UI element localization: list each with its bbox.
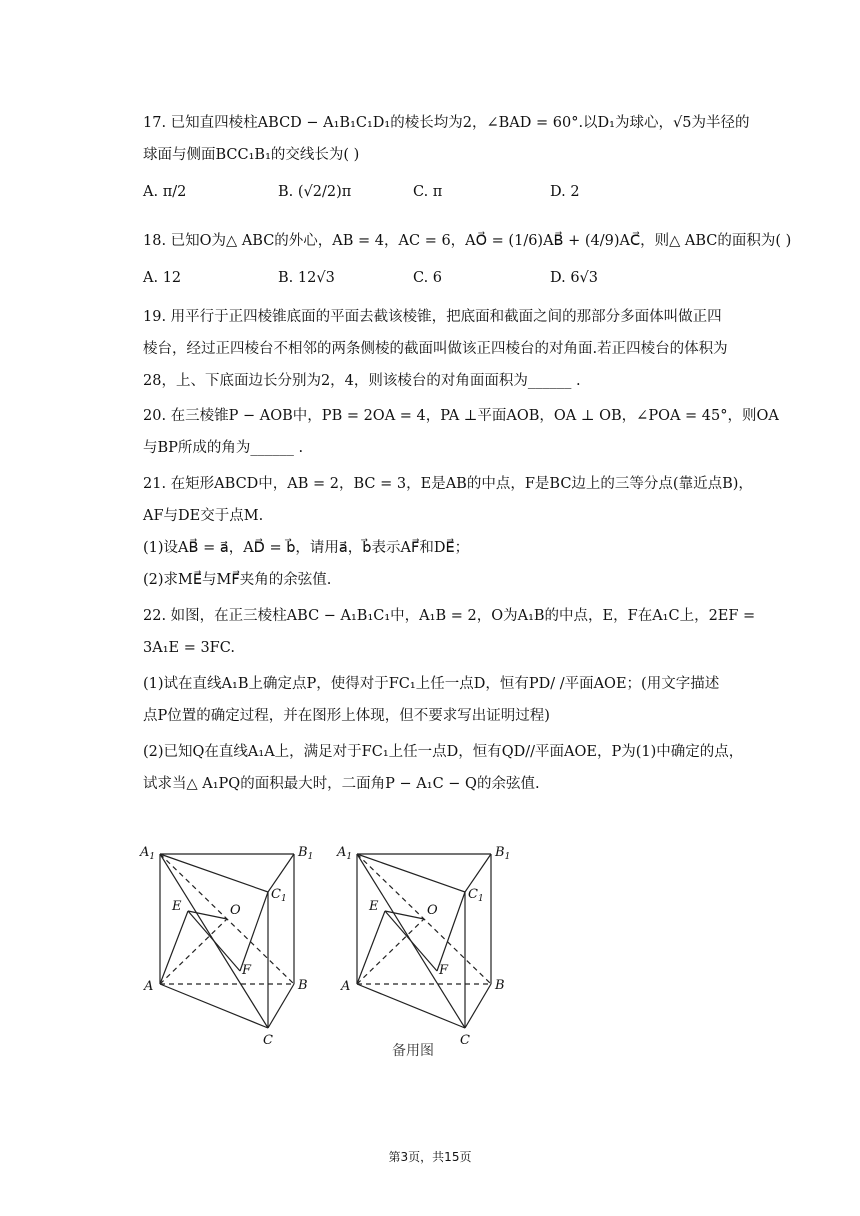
q17-line1: 17. 已知直四棱柱ABCD − A₁B₁C₁D₁的棱长均为2，∠BAD = 60°.以D₁为球心，√5为半径的 — [143, 115, 750, 131]
label-a-left: A — [144, 979, 154, 994]
q22-line1: 22. 如图，在正三棱柱ABC − A₁B₁C₁中，A₁B = 2，O为A₁B的中点，E，F在A₁C上，2EF = — [143, 608, 756, 624]
label-e-right: E — [369, 899, 379, 914]
q18-option-d: D. 6√3 — [550, 270, 599, 286]
label-c-left: C — [263, 1033, 273, 1048]
label-e-left: E — [172, 899, 182, 914]
q22-line5: (2)已知Q在直线A₁A上，满足对于FC₁上任一点D，恒有QD//平面AOE，P为(1)中确定的点， — [143, 744, 744, 760]
q17-option-a: A. π/2 — [143, 184, 187, 200]
q22-line2: 3A₁E = 3FC. — [143, 640, 235, 656]
label-c1-right: $C_1$ — [468, 887, 484, 904]
q18-line1: 18. 已知O为△ ABC的外心，AB = 4，AC = 6，AO⃗ = (1/6)AB⃗ + (4/9)AC⃗，则△ ABC的面积为( ) — [143, 233, 792, 249]
label-c-right: C — [460, 1033, 470, 1048]
q17-option-c: C. π — [413, 184, 443, 200]
q21-line1: 21. 在矩形ABCD中，AB = 2，BC = 3，E是AB的中点，F是BC边上的三等分点(靠近点B)， — [143, 476, 753, 492]
prism-left — [160, 854, 294, 1028]
label-f-left: F — [242, 963, 252, 978]
q18-option-a: A. 12 — [143, 270, 182, 286]
label-a1-right: $A_1$ — [337, 845, 353, 862]
label-o-right: O — [427, 903, 438, 918]
label-a1-left: $A_1$ — [140, 845, 156, 862]
label-o-left: O — [230, 903, 241, 918]
q17-option-b: B. (√2/2)π — [278, 184, 352, 200]
label-f-right: F — [439, 963, 449, 978]
q19-line2: 棱台，经过正四棱台不相邻的两条侧棱的截面叫做该正四棱台的对角面.若正四棱台的体积为 — [143, 341, 728, 357]
q17-option-d: D. 2 — [550, 184, 580, 200]
q22-line6: 试求当△ A₁PQ的面积最大时，二面角P − A₁C − Q的余弦值. — [143, 776, 540, 792]
q18-option-c: C. 6 — [413, 270, 443, 286]
q20-line2: 与BP所成的角为______ . — [143, 440, 304, 456]
q22-line3: (1)试在直线A₁B上确定点P，使得对于FC₁上任一点D，恒有PD/ /平面AOE；(用文字描述 — [143, 676, 720, 692]
label-b-right: B — [495, 978, 505, 993]
label-b1-left: $B_1$ — [298, 845, 314, 862]
q18-options — [143, 270, 763, 298]
prism-figure — [136, 836, 516, 1066]
figure-caption: 备用图 — [392, 1043, 434, 1059]
q20-line1: 20. 在三棱锥P − AOB中，PB = 2OA = 4，PA ⊥平面AOB，OA ⊥ OB，∠POA = 45°，则OA — [143, 408, 779, 424]
q21-line4: (2)求ME⃗与MF⃗夹角的余弦值. — [143, 572, 332, 588]
prism-diagram — [136, 836, 516, 1066]
label-b1-right: $B_1$ — [495, 845, 511, 862]
q19-line1: 19. 用平行于正四棱锥底面的平面去截该棱锥，把底面和截面之间的那部分多面体叫做正四 — [143, 309, 722, 325]
q18-option-b: B. 12√3 — [278, 270, 335, 286]
q22-line4: 点P位置的确定过程，并在图形上体现，但不要求写出证明过程) — [143, 708, 550, 724]
label-b-left: B — [298, 978, 308, 993]
prism-right — [357, 854, 491, 1028]
q19-line3: 28，上、下底面边长分别为2，4，则该棱台的对角面面积为______ . — [143, 373, 581, 389]
page-footer: 第3页，共15页 — [388, 1150, 472, 1164]
q21-line2: AF与DE交于点M. — [143, 508, 264, 524]
q21-line3: (1)设AB⃗ = a⃗，AD⃗ = b⃗，请用a⃗，b⃗表示AF⃗和DE⃗； — [143, 540, 470, 556]
label-c1-left: $C_1$ — [271, 887, 287, 904]
q17-line2: 球面与侧面BCC₁B₁的交线长为( ) — [143, 147, 360, 163]
q17-options — [143, 184, 763, 212]
label-a-right: A — [341, 979, 351, 994]
